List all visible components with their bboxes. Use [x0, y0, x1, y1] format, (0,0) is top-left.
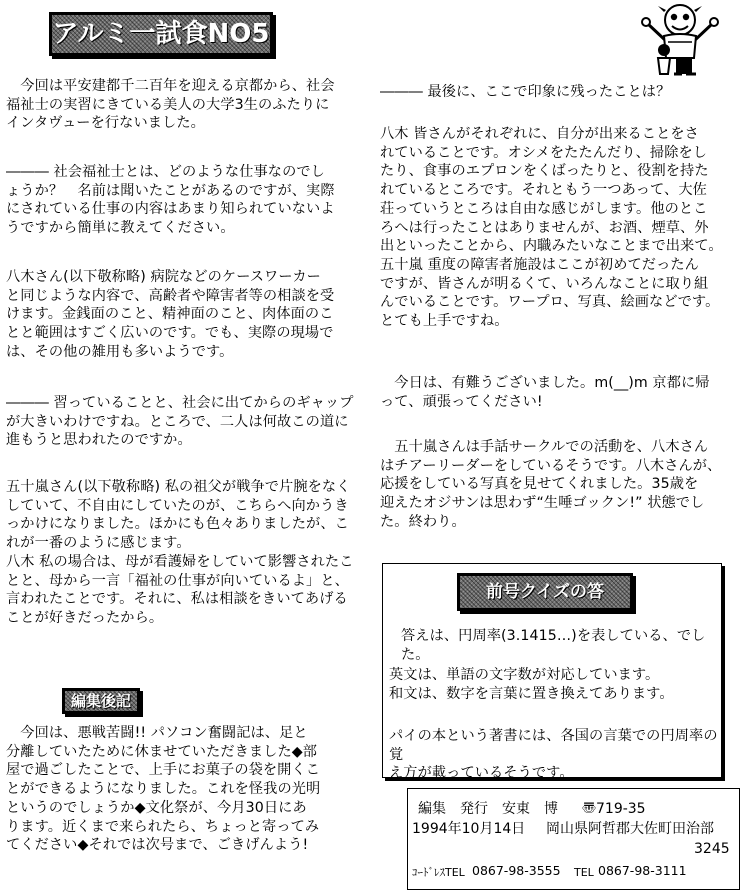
quiz-answer-title: 前号クイズの答 — [486, 582, 604, 602]
colophon-date: 1994年10月14日 — [412, 821, 526, 837]
colophon-cordless-tel: 0867-98-3555 — [472, 863, 561, 878]
editor-note-title: 編集後記 — [70, 692, 131, 710]
newsletter-title: アルミ一試食NO5 — [52, 19, 270, 49]
interview-outro: 五十嵐さんは手話サークルでの活動を、八木さん はチアーリーダーをしているそうです。八木さんが、 応援をしている写真を見せてくれました。35歳を 迎えたオジサンは思わず“生唾ゴックン!” 状態でし た。終わり。 — [380, 439, 722, 530]
colophon-box — [407, 788, 740, 890]
interview-question-1: ――― 社会福祉士とは、どのような仕事なのでし ょうか？ 名前は聞いたことがあるのですが、実際 にされている仕事の内容はあまり知られていないよ うですから簡単に教えてください。 — [6, 164, 335, 237]
quiz-answer-banner — [457, 573, 633, 611]
interview-answer-1: 八木さん(以下敬称略) 病院などのケースワーカー と同じような内容で、高齢者や障害者等の相談を受 けます。金銭面のこと、精神面のこと、肉体面のこ とと範囲はすごく広いのです。でも、実際の現場で は、その他の雑用も多いようです。 — [6, 269, 335, 360]
colophon-tel: 0867-98-3111 — [598, 863, 687, 878]
editor-note-text: 今回は、悪戦苦闘!! パソコン奮闘記は、足と 分離していたために休ませていただきました◆部 屋で過ごしたことで、上手にお菓子の袋を開くこ とができるようになりました。これを怪我の光明 というのでしょうか◆文化祭が、今月30日にあ ります。近くまで来られたら、ちょっと寄ってみ てください◆それでは次号まで、ごきげんよう! — [6, 725, 321, 854]
interview-intro: 今回は平安建都千二百年を迎える京都から、社会 福祉士の実習にきている美人の大学3生のふたりに インタヴューを行ないました。 — [6, 78, 335, 132]
quiz-answer-line-2: 英文は、単語の文字数が対応しています。 和文は、数字を言葉に置き換えてあります。 — [389, 667, 674, 702]
colophon-tel-label: TEL — [574, 866, 594, 879]
colophon-editor: 編集 発行 安東 博 — [418, 801, 558, 817]
interview-thanks: 今日は、有難うございました。m(__)m 京都に帰 って、頑張ってください! — [380, 375, 710, 410]
interview-answer-2: 五十嵐さん(以下敬称略) 私の祖父が戦争で片腕をなく していて、不自由にしていたのが、こちらへ向かうき っかけになりました。ほかにも色々ありましたが、こ れが一番のように感じます。 八木 私の場合は、母が看護婦をしていて影響されたこ とと、母から一言「福祉の仕事が向いているよ」と、 言われたことです。それに、私は相談をきいてあげる ことが好きだったから。 — [6, 479, 354, 626]
interview-question-3: ――― 最後に、ここで印象に残ったことは？ — [380, 84, 671, 100]
interview-answer-3: 八木 皆さんがそれぞれに、自分が出来ることをさ れていることです。オシメをたたんだり、掃除をし たり、食事のエプロンをくばったりと、役割を持た れているところです。それともう一つあって、大佐 荘っていうところは自由な感じがします。他のとこ ろへは行ったことはありませんが、お酒、煙草、外 出といったことから、内職みたいなことまで出来て。 五十嵐 重度の障害者施設はここが初めてだったん ですが、皆さんが明るくて、いろんなことに取り組 んでいることです。ワープロ、写真、絵画などです。 とても上手ですね。 — [380, 126, 723, 330]
quiz-answer-line-1: 答えは、円周率(3.1415…)を表している、でした。 — [401, 628, 706, 663]
quiz-answer-line-3: パイの本という著書には、各国の言葉での円周率の覚 え方が載っているそうです。 — [389, 728, 718, 782]
colophon-cordless-tel-label: ｺｰﾄﾞﾚｽTEL — [412, 866, 465, 879]
quiz-answer-box — [382, 563, 722, 782]
colophon-address: 岡山県阿哲郡大佐町田治部 — [546, 821, 714, 837]
mascot-illustration — [628, 2, 726, 78]
editor-note-banner — [62, 688, 140, 714]
newsletter-title-banner — [49, 12, 273, 56]
interview-question-2: ――― 習っていることと、社会に出てからのギャップ が大きいわけですね。ところで、二人は何故この道に 進もうと思われたのですか。 — [6, 395, 354, 449]
colophon-postal-code: 〠719-35 — [582, 801, 646, 817]
colophon-address-number: 3245 — [694, 841, 730, 857]
